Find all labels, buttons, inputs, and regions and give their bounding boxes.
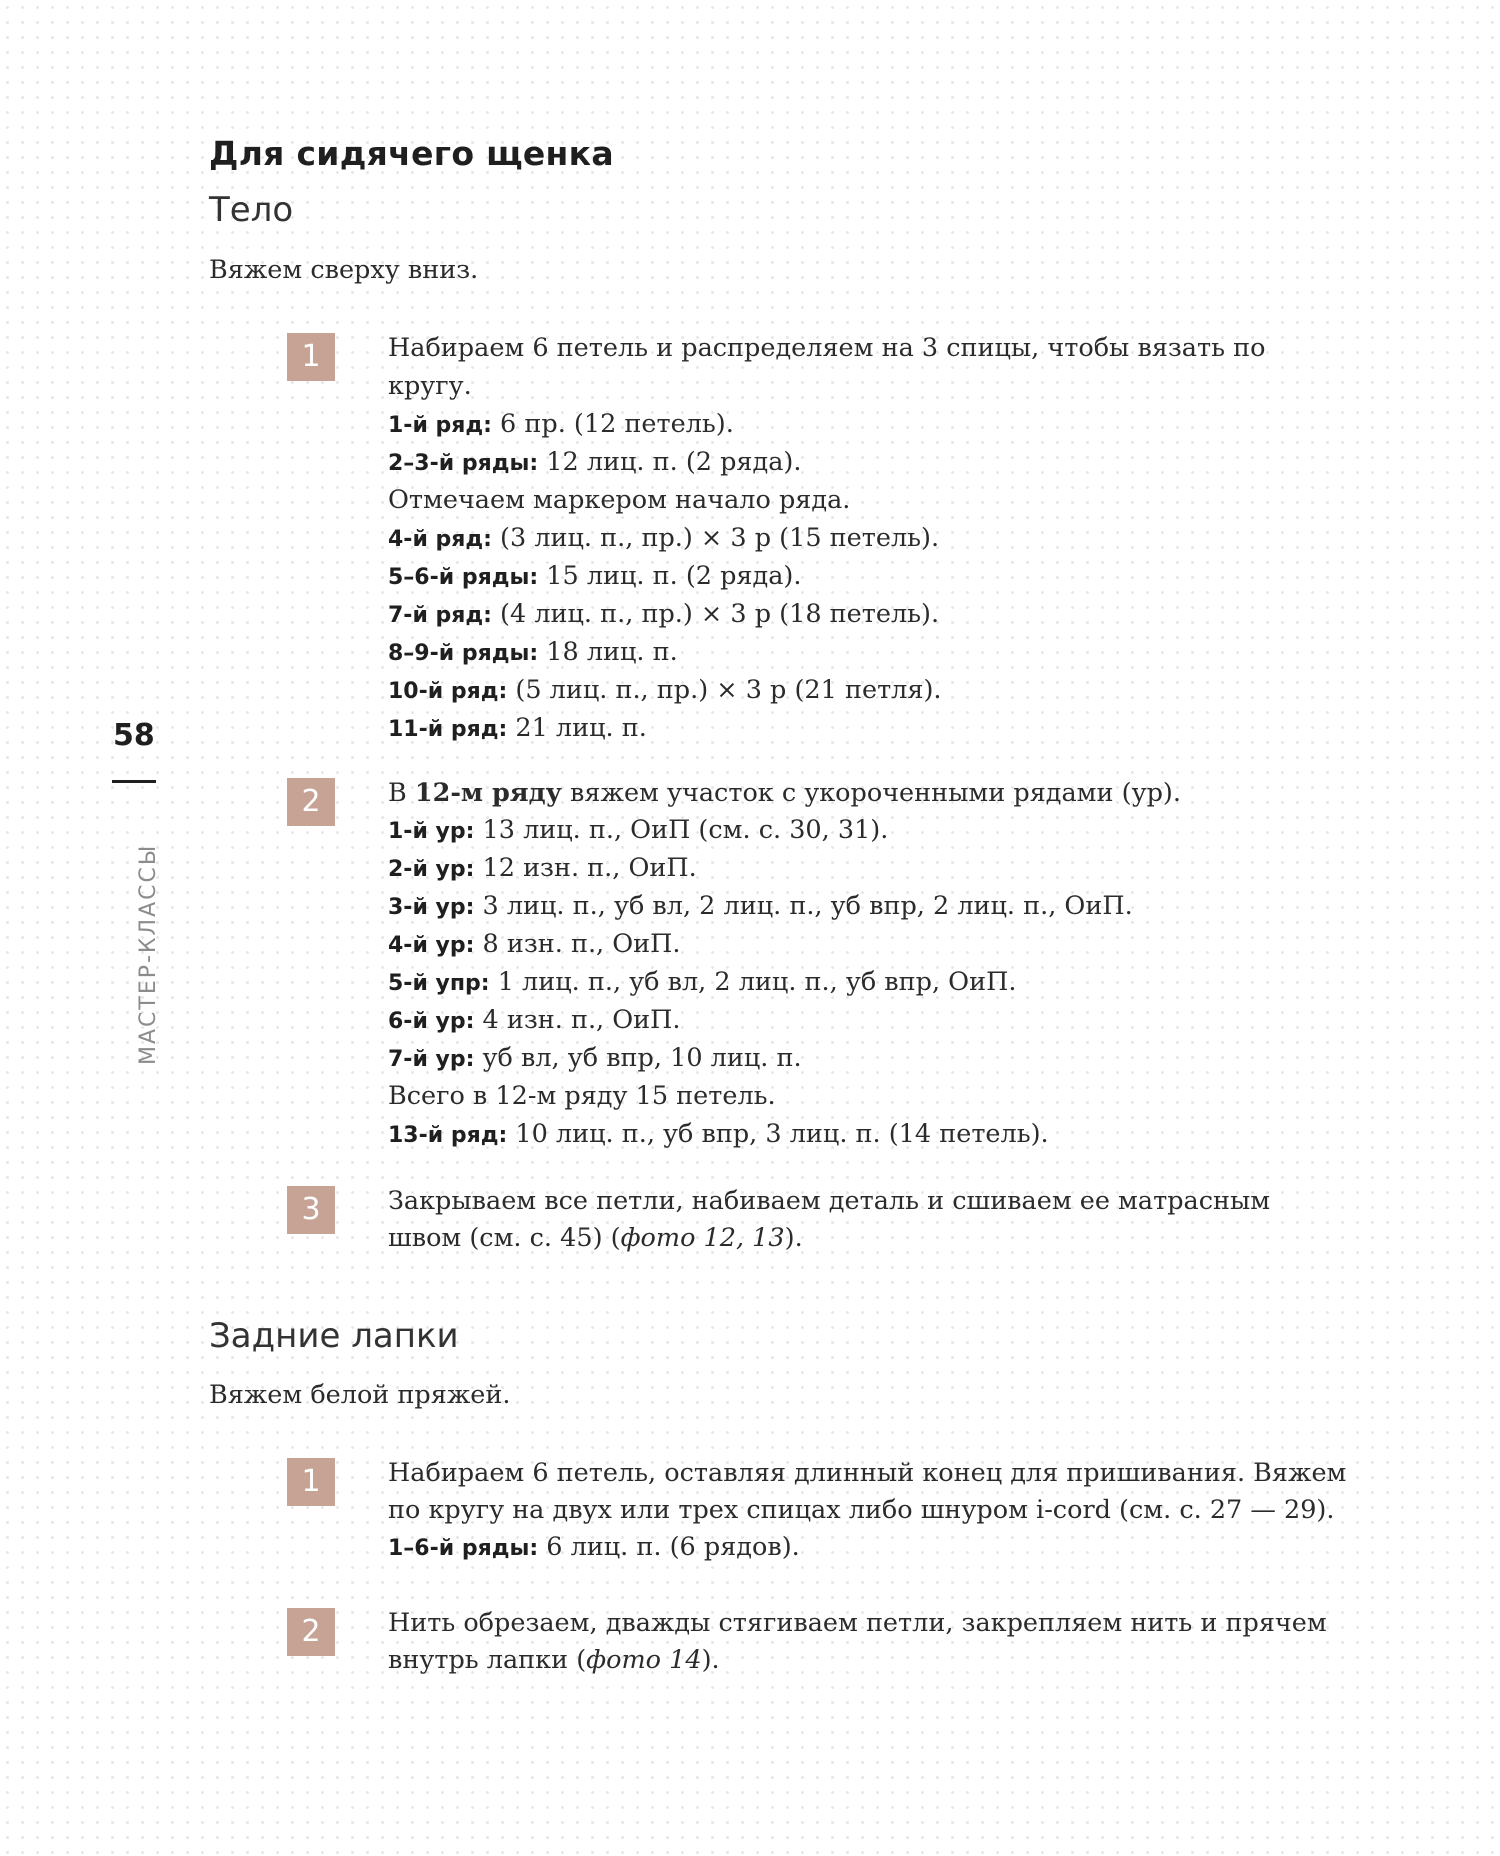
step-line: 2-й ур: 12 изн. п., ОиП.	[388, 853, 697, 883]
step-line: 4-й ур: 8 изн. п., ОиП.	[388, 929, 681, 959]
step-line: швом (см. с. 45) (фото 12, 13).	[388, 1223, 803, 1253]
page-number-rule	[112, 780, 156, 783]
step-line: кругу.	[388, 371, 472, 401]
step-line: Отмечаем маркером начало ряда.	[388, 485, 851, 515]
step-line: по кругу на двух или трех спицах либо шнуром i-cord (см. с. 27 — 29).	[388, 1495, 1335, 1525]
section-label: МАСТЕР-КЛАССЫ	[136, 843, 161, 1065]
step-number: 2	[287, 778, 335, 826]
step-line: 8–9-й ряды: 18 лиц. п.	[388, 637, 678, 667]
step-line: 11-й ряд: 21 лиц. п.	[388, 713, 647, 743]
step-line: 2–3-й ряды: 12 лиц. п. (2 ряда).	[388, 447, 802, 477]
step-line: Закрываем все петли, набиваем деталь и сшиваем ее матрасным	[388, 1186, 1271, 1216]
step-line: 1-й ряд: 6 пр. (12 петель).	[388, 409, 734, 439]
step-text	[388, 1183, 1408, 1257]
step-line: 10-й ряд: (5 лиц. п., пр.) × 3 р (21 петля).	[388, 675, 942, 705]
step-line: 1–6-й ряды: 6 лиц. п. (6 рядов).	[388, 1532, 800, 1562]
section-intro-hind-paws: Вяжем белой пряжей.	[209, 1380, 511, 1410]
page-title: Для сидячего щенка	[209, 134, 614, 173]
step-line: 13-й ряд: 10 лиц. п., уб впр, 3 лиц. п. (14 петель).	[388, 1119, 1049, 1149]
section-intro-body: Вяжем сверху вниз.	[209, 255, 479, 285]
section-heading-hind-paws: Задние лапки	[209, 1316, 459, 1356]
step-line: 7-й ряд: (4 лиц. п., пр.) × 3 р (18 петель).	[388, 599, 940, 629]
step-line: В 12-м ряду вяжем участок с укороченными рядами (ур).	[388, 778, 1181, 808]
step-number: 2	[287, 1608, 335, 1656]
step-line: 6-й ур: 4 изн. п., ОиП.	[388, 1005, 681, 1035]
step-line: 7-й ур: уб вл, уб впр, 10 лиц. п.	[388, 1043, 802, 1073]
step-line: Всего в 12-м ряду 15 петель.	[388, 1081, 776, 1111]
step-line: Набираем 6 петель, оставляя длинный конец для пришивания. Вяжем	[388, 1458, 1347, 1488]
step-line: Набираем 6 петель и распределяем на 3 спицы, чтобы вязать по	[388, 333, 1266, 363]
step-number: 1	[287, 1458, 335, 1506]
section-heading-body: Тело	[209, 190, 294, 230]
step-line: внутрь лапки (фото 14).	[388, 1645, 720, 1675]
step-text	[388, 1455, 1408, 1567]
step-line: 5-й упр: 1 лиц. п., уб вл, 2 лиц. п., уб впр, ОиП.	[388, 967, 1017, 997]
step-line: 4-й ряд: (3 лиц. п., пр.) × 3 р (15 петель).	[388, 523, 940, 553]
step-text	[388, 1605, 1408, 1679]
step-line: 5–6-й ряды: 15 лиц. п. (2 ряда).	[388, 561, 802, 591]
step-number: 1	[287, 333, 335, 381]
step-text	[388, 330, 1408, 748]
step-number: 3	[287, 1186, 335, 1234]
step-text	[388, 775, 1408, 1154]
step-line: Нить обрезаем, дважды стягиваем петли, закрепляем нить и прячем	[388, 1608, 1327, 1638]
step-line: 3-й ур: 3 лиц. п., уб вл, 2 лиц. п., уб впр, 2 лиц. п., ОиП.	[388, 891, 1133, 921]
page-number: 58	[113, 718, 155, 753]
step-line: 1-й ур: 13 лиц. п., ОиП (см. с. 30, 31).	[388, 815, 889, 845]
